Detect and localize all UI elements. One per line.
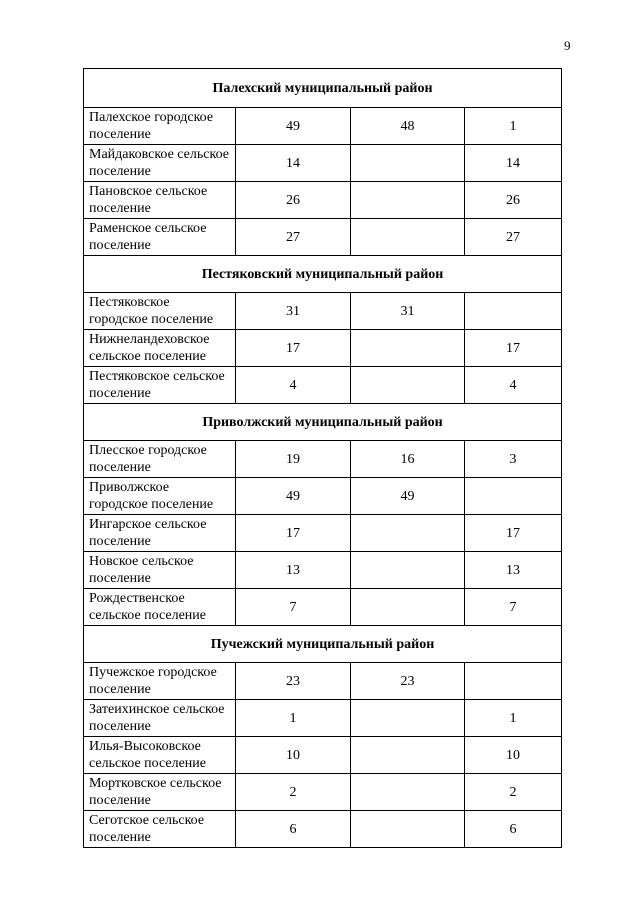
- value-cell: 26: [465, 182, 562, 219]
- table-row: [84, 108, 562, 145]
- value-cell: [351, 145, 465, 182]
- value-cell: [351, 811, 465, 848]
- district-header-row: [84, 69, 562, 108]
- district-title: Пестяковский муниципальный район: [84, 256, 562, 293]
- value-cell: 31: [236, 293, 351, 330]
- value-cell: 26: [236, 182, 351, 219]
- table-row: [84, 182, 562, 219]
- district-header-row: [84, 626, 562, 663]
- value-cell: [351, 515, 465, 552]
- settlement-name: Илья-Высоковское сельское поселение: [84, 737, 236, 774]
- settlement-name: Приволжское городское поселение: [84, 478, 236, 515]
- table-row: [84, 478, 562, 515]
- value-cell: 6: [236, 811, 351, 848]
- district-title: Палехский муниципальный район: [84, 69, 562, 108]
- value-cell: [351, 219, 465, 256]
- table-row: [84, 515, 562, 552]
- table-row: [84, 145, 562, 182]
- settlement-name: Ингарское сельское поселение: [84, 515, 236, 552]
- value-cell: 7: [236, 589, 351, 626]
- value-cell: [351, 330, 465, 367]
- settlement-name: Мортковское сельское поселение: [84, 774, 236, 811]
- district-title: Пучежский муниципальный район: [84, 626, 562, 663]
- value-cell: 48: [351, 108, 465, 145]
- district-title: Приволжский муниципальный район: [84, 404, 562, 441]
- settlement-name: Новское сельское поселение: [84, 552, 236, 589]
- value-cell: 13: [465, 552, 562, 589]
- value-cell: 27: [465, 219, 562, 256]
- settlement-name: Затеихинское сельское поселение: [84, 700, 236, 737]
- value-cell: 2: [236, 774, 351, 811]
- value-cell: 16: [351, 441, 465, 478]
- value-cell: 3: [465, 441, 562, 478]
- value-cell: 1: [465, 700, 562, 737]
- value-cell: 49: [351, 478, 465, 515]
- value-cell: 27: [236, 219, 351, 256]
- value-cell: 17: [465, 515, 562, 552]
- value-cell: 17: [236, 330, 351, 367]
- value-cell: 10: [236, 737, 351, 774]
- value-cell: 1: [465, 108, 562, 145]
- settlement-name: Рождественское сельское поселение: [84, 589, 236, 626]
- settlement-name: Майдаковское сельское поселение: [84, 145, 236, 182]
- value-cell: 14: [236, 145, 351, 182]
- table-row: [84, 663, 562, 700]
- district-header-row: [84, 256, 562, 293]
- table-row: [84, 737, 562, 774]
- value-cell: 4: [236, 367, 351, 404]
- value-cell: 19: [236, 441, 351, 478]
- settlement-name: Пестяковское городское поселение: [84, 293, 236, 330]
- value-cell: 49: [236, 108, 351, 145]
- value-cell: [351, 737, 465, 774]
- settlement-name: Плесское городское поселение: [84, 441, 236, 478]
- value-cell: [351, 182, 465, 219]
- value-cell: [351, 552, 465, 589]
- settlement-name: Раменское сельское поселение: [84, 219, 236, 256]
- value-cell: [351, 774, 465, 811]
- value-cell: [351, 589, 465, 626]
- table-row: [84, 811, 562, 848]
- table-row: [84, 589, 562, 626]
- value-cell: 7: [465, 589, 562, 626]
- value-cell: 1: [236, 700, 351, 737]
- value-cell: 2: [465, 774, 562, 811]
- settlement-name: Пестяковское сельское поселение: [84, 367, 236, 404]
- value-cell: 23: [351, 663, 465, 700]
- table-row: [84, 330, 562, 367]
- value-cell: [465, 478, 562, 515]
- value-cell: [351, 367, 465, 404]
- table-row: [84, 219, 562, 256]
- table-row: [84, 700, 562, 737]
- table-row: [84, 367, 562, 404]
- value-cell: 31: [351, 293, 465, 330]
- value-cell: 23: [236, 663, 351, 700]
- settlement-name: Палехское городское поселение: [84, 108, 236, 145]
- page-number: 9: [564, 38, 571, 53]
- table-row: [84, 293, 562, 330]
- value-cell: 4: [465, 367, 562, 404]
- settlement-name: Сеготское сельское поселение: [84, 811, 236, 848]
- value-cell: [465, 293, 562, 330]
- settlement-name: Нижнеландеховское сельское поселение: [84, 330, 236, 367]
- settlements-table: [83, 68, 562, 848]
- table-row: [84, 441, 562, 478]
- value-cell: 10: [465, 737, 562, 774]
- value-cell: 49: [236, 478, 351, 515]
- settlement-name: Пучежское городское поселение: [84, 663, 236, 700]
- value-cell: [465, 663, 562, 700]
- value-cell: 6: [465, 811, 562, 848]
- table-row: [84, 552, 562, 589]
- value-cell: 14: [465, 145, 562, 182]
- value-cell: 17: [236, 515, 351, 552]
- value-cell: 17: [465, 330, 562, 367]
- district-header-row: [84, 404, 562, 441]
- value-cell: [351, 700, 465, 737]
- settlement-name: Пановское сельское поселение: [84, 182, 236, 219]
- table-row: [84, 774, 562, 811]
- value-cell: 13: [236, 552, 351, 589]
